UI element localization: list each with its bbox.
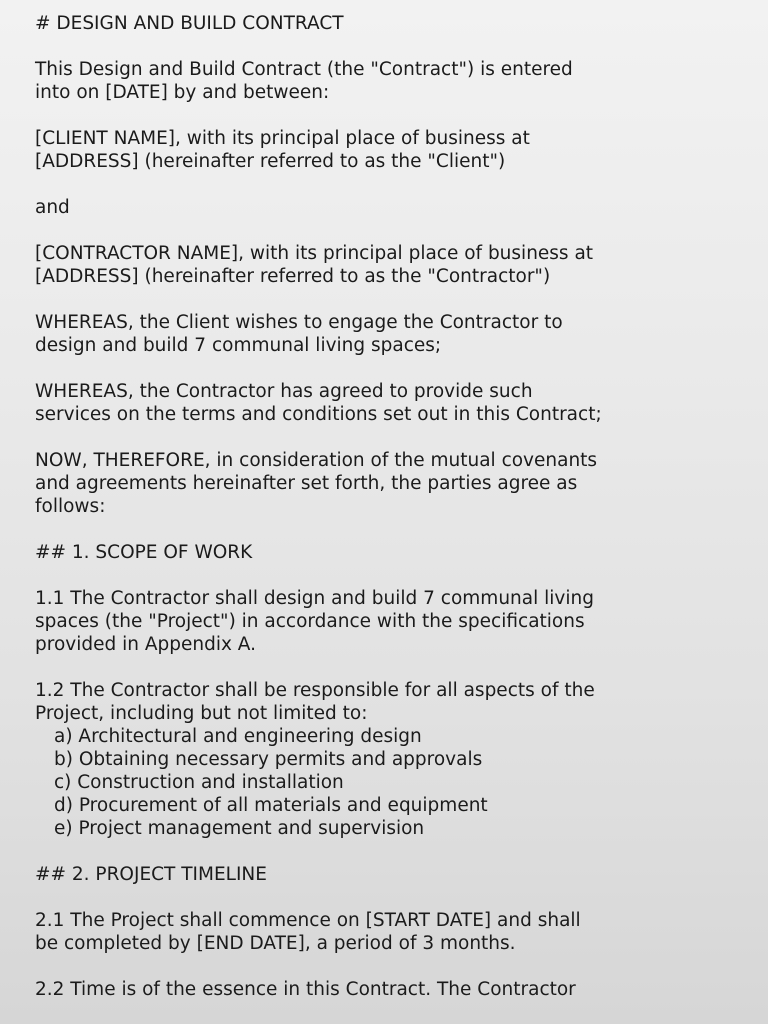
clause-1-1: 1.1 The Contractor shall design and build 7 communal living spaces (the "Project") in accordance with the specifications provided in Appendix A. xyxy=(35,588,594,655)
now-therefore-paragraph: NOW, THEREFORE, in consideration of the mutual covenants and agreements hereinafter set forth, the parties agree as follows: xyxy=(35,450,598,517)
and-text: and xyxy=(35,197,70,218)
intro-paragraph: This Design and Build Contract (the "Contract") is entered into on [DATE] by and between: xyxy=(35,59,573,103)
scope-list-item: b) Obtaining necessary permits and approvals xyxy=(54,749,483,770)
section-1-heading: ## 1. SCOPE OF WORK xyxy=(35,542,253,563)
document-title: # DESIGN AND BUILD CONTRACT xyxy=(35,13,344,34)
whereas-contractor-paragraph: WHEREAS, the Contractor has agreed to provide such services on the terms and conditions set out in this Contract; xyxy=(35,381,602,425)
scope-list-item: d) Procurement of all materials and equipment xyxy=(54,795,488,816)
clause-2-2: 2.2 Time is of the essence in this Contract. The Contractor xyxy=(35,979,576,1000)
clause-2-1: 2.1 The Project shall commence on [START DATE] and shall be completed by [END DATE], a period of 3 months. xyxy=(35,910,581,954)
scope-list-item: c) Construction and installation xyxy=(54,772,344,793)
section-2-heading: ## 2. PROJECT TIMELINE xyxy=(35,864,267,885)
client-party-paragraph: [CLIENT NAME], with its principal place of business at [ADDRESS] (hereinafter referred to as the "Client") xyxy=(35,128,530,172)
scope-list-item: a) Architectural and engineering design xyxy=(54,726,422,747)
list-spacer xyxy=(35,840,754,863)
contractor-party-paragraph: [CONTRACTOR NAME], with its principal place of business at [ADDRESS] (hereinafter referred to as the "Contractor") xyxy=(35,243,594,287)
clause-1-2: 1.2 The Contractor shall be responsible for all aspects of the Project, including but not limited to: xyxy=(35,680,595,724)
scope-list-item: e) Project management and supervision xyxy=(54,818,425,839)
scope-list xyxy=(35,725,754,840)
whereas-client-paragraph: WHEREAS, the Client wishes to engage the Contractor to design and build 7 communal living spaces; xyxy=(35,312,563,356)
